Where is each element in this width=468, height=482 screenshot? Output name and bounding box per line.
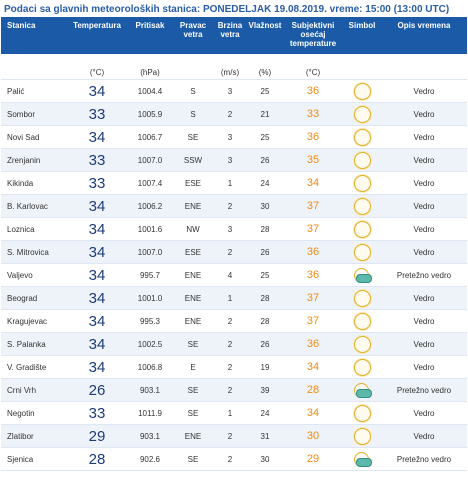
weather-description: Vedro [381, 310, 467, 333]
weather-description: Vedro [381, 425, 467, 448]
wind-direction-value: SE [173, 402, 213, 425]
humidity-value: 28 [247, 218, 283, 241]
weather-description: Pretežno vedro [381, 264, 467, 287]
weather-symbol [343, 241, 381, 264]
table-row [1, 172, 467, 195]
humidity-value: 19 [247, 356, 283, 379]
table-row [1, 149, 467, 172]
humidity-value: 25 [247, 126, 283, 149]
humidity-value: 30 [247, 448, 283, 471]
table-row [1, 80, 467, 103]
weather-symbol [343, 310, 381, 333]
table-row [1, 195, 467, 218]
wind-speed-value: 2 [213, 379, 247, 402]
temperature-value: 33 [67, 172, 127, 195]
pressure-value: 1001.6 [127, 218, 173, 241]
wind-direction-value: S [173, 80, 213, 103]
pressure-value: 1006.2 [127, 195, 173, 218]
feels-like-value: 34 [283, 402, 343, 425]
sun-cloud-icon [354, 383, 371, 398]
station-name: Novi Sad [1, 126, 67, 149]
col-header-stanica: Stanica [1, 17, 67, 54]
wind-speed-value: 2 [213, 425, 247, 448]
weather-symbol [343, 80, 381, 103]
unit-temperatura: (°C) [67, 54, 127, 80]
pressure-value: 903.1 [127, 425, 173, 448]
wind-speed-value: 2 [213, 356, 247, 379]
table-row [1, 126, 467, 149]
unit-subjektivni: (°C) [283, 54, 343, 80]
table-row [1, 264, 467, 287]
col-header-pritisak: Pritisak [127, 17, 173, 54]
col-header-pravac: Pravac vetra [173, 17, 213, 54]
unit-brzina: (m/s) [213, 54, 247, 80]
sun-icon [354, 428, 371, 445]
feels-like-value: 36 [283, 126, 343, 149]
humidity-value: 26 [247, 241, 283, 264]
weather-symbol [343, 402, 381, 425]
station-name: Loznica [1, 218, 67, 241]
unit-pritisak: (hPa) [127, 54, 173, 80]
pressure-value: 1011.9 [127, 402, 173, 425]
feels-like-value: 34 [283, 356, 343, 379]
weather-description: Vedro [381, 126, 467, 149]
wind-direction-value: ENE [173, 264, 213, 287]
humidity-value: 28 [247, 287, 283, 310]
table-row [1, 310, 467, 333]
feels-like-value: 34 [283, 172, 343, 195]
weather-table [1, 17, 467, 471]
temperature-value: 34 [67, 80, 127, 103]
col-header-simbol: Simbol [343, 17, 381, 54]
sun-cloud-icon [354, 452, 371, 467]
table-row [1, 448, 467, 471]
feels-like-value: 37 [283, 218, 343, 241]
weather-description: Vedro [381, 287, 467, 310]
table-row [1, 241, 467, 264]
wind-direction-value: SE [173, 379, 213, 402]
wind-speed-value: 2 [213, 448, 247, 471]
temperature-value: 34 [67, 218, 127, 241]
pressure-value: 1005.9 [127, 103, 173, 126]
weather-symbol [343, 126, 381, 149]
weather-symbol [343, 287, 381, 310]
temperature-value: 29 [67, 425, 127, 448]
weather-symbol [343, 425, 381, 448]
wind-direction-value: S [173, 103, 213, 126]
weather-symbol [343, 448, 381, 471]
humidity-value: 24 [247, 172, 283, 195]
humidity-value: 26 [247, 149, 283, 172]
feels-like-value: 37 [283, 195, 343, 218]
table-row [1, 425, 467, 448]
station-name: Zrenjanin [1, 149, 67, 172]
sun-icon [354, 359, 371, 376]
wind-speed-value: 1 [213, 287, 247, 310]
humidity-value: 31 [247, 425, 283, 448]
feels-like-value: 29 [283, 448, 343, 471]
pressure-value: 1007.0 [127, 241, 173, 264]
pressure-value: 1006.7 [127, 126, 173, 149]
humidity-value: 30 [247, 195, 283, 218]
feels-like-value: 36 [283, 333, 343, 356]
temperature-value: 34 [67, 333, 127, 356]
wind-speed-value: 4 [213, 264, 247, 287]
weather-description: Vedro [381, 218, 467, 241]
table-row [1, 402, 467, 425]
weather-symbol [343, 195, 381, 218]
feels-like-value: 30 [283, 425, 343, 448]
station-name: Valjevo [1, 264, 67, 287]
wind-speed-value: 3 [213, 218, 247, 241]
wind-direction-value: ESE [173, 172, 213, 195]
pressure-value: 1007.4 [127, 172, 173, 195]
pressure-value: 903.1 [127, 379, 173, 402]
table-row [1, 287, 467, 310]
table-body [1, 54, 467, 471]
weather-description: Vedro [381, 149, 467, 172]
wind-direction-value: SE [173, 126, 213, 149]
table-row [1, 379, 467, 402]
weather-description: Vedro [381, 333, 467, 356]
sun-icon [354, 313, 371, 330]
humidity-value: 25 [247, 80, 283, 103]
station-name: Palić [1, 80, 67, 103]
feels-like-value: 36 [283, 80, 343, 103]
wind-direction-value: ENE [173, 310, 213, 333]
wind-direction-value: E [173, 356, 213, 379]
wind-speed-value: 3 [213, 80, 247, 103]
wind-speed-value: 1 [213, 172, 247, 195]
temperature-value: 33 [67, 402, 127, 425]
sun-icon [354, 290, 371, 307]
weather-symbol [343, 172, 381, 195]
table-row [1, 333, 467, 356]
sun-icon [354, 175, 371, 192]
sun-icon [354, 83, 371, 100]
feels-like-value: 37 [283, 310, 343, 333]
feels-like-value: 35 [283, 149, 343, 172]
station-name: Kikinda [1, 172, 67, 195]
weather-description: Pretežno vedro [381, 379, 467, 402]
unit-empty [1, 54, 67, 80]
weather-description: Vedro [381, 241, 467, 264]
temperature-value: 34 [67, 287, 127, 310]
weather-symbol [343, 103, 381, 126]
wind-direction-value: ENE [173, 195, 213, 218]
sun-cloud-icon [354, 268, 371, 283]
temperature-value: 26 [67, 379, 127, 402]
table-header [1, 17, 467, 54]
wind-speed-value: 1 [213, 402, 247, 425]
sun-icon [354, 129, 371, 146]
wind-speed-value: 3 [213, 149, 247, 172]
weather-symbol [343, 264, 381, 287]
unit-vlaznost: (%) [247, 54, 283, 80]
weather-symbol [343, 218, 381, 241]
station-name: Kragujevac [1, 310, 67, 333]
pressure-value: 902.6 [127, 448, 173, 471]
station-name: Crni Vrh [1, 379, 67, 402]
sun-icon [354, 152, 371, 169]
humidity-value: 26 [247, 333, 283, 356]
wind-speed-value: 2 [213, 333, 247, 356]
temperature-value: 33 [67, 149, 127, 172]
humidity-value: 24 [247, 402, 283, 425]
sun-icon [354, 198, 371, 215]
wind-speed-value: 2 [213, 195, 247, 218]
wind-direction-value: NW [173, 218, 213, 241]
humidity-value: 28 [247, 310, 283, 333]
sun-icon [354, 336, 371, 353]
wind-direction-value: SE [173, 333, 213, 356]
wind-direction-value: ESE [173, 241, 213, 264]
weather-description: Vedro [381, 356, 467, 379]
weather-symbol [343, 356, 381, 379]
page-title: Podaci sa glavnih meteoroloških stanica: PONEDELJAK 19.08.2019. vreme: 15:00 (13:00 UTC) [4, 4, 450, 15]
feels-like-value: 36 [283, 241, 343, 264]
weather-description: Vedro [381, 195, 467, 218]
pressure-value: 995.7 [127, 264, 173, 287]
station-name: Negotin [1, 402, 67, 425]
temperature-value: 34 [67, 195, 127, 218]
wind-speed-value: 2 [213, 241, 247, 264]
weather-description: Vedro [381, 103, 467, 126]
col-header-vlaznost: Vlažnost [247, 17, 283, 54]
sun-icon [354, 405, 371, 422]
pressure-value: 1001.0 [127, 287, 173, 310]
feels-like-value: 36 [283, 264, 343, 287]
feels-like-value: 37 [283, 287, 343, 310]
weather-symbol [343, 333, 381, 356]
pressure-value: 995.3 [127, 310, 173, 333]
wind-speed-value: 2 [213, 310, 247, 333]
col-header-temperatura: Temperatura [67, 17, 127, 54]
humidity-value: 21 [247, 103, 283, 126]
table-row [1, 356, 467, 379]
weather-symbol [343, 149, 381, 172]
pressure-value: 1006.8 [127, 356, 173, 379]
station-name: Zlatibor [1, 425, 67, 448]
station-name: B. Karlovac [1, 195, 67, 218]
unit-empty [381, 54, 467, 80]
wind-speed-value: 2 [213, 103, 247, 126]
station-name: V. Gradište [1, 356, 67, 379]
pressure-value: 1004.4 [127, 80, 173, 103]
station-name: S. Mitrovica [1, 241, 67, 264]
feels-like-value: 33 [283, 103, 343, 126]
wind-direction-value: SE [173, 448, 213, 471]
units-row [1, 54, 467, 80]
wind-direction-value: ENE [173, 287, 213, 310]
sun-icon [354, 106, 371, 123]
col-header-brzina: Brzina vetra [213, 17, 247, 54]
sun-icon [354, 244, 371, 261]
table-row [1, 218, 467, 241]
pressure-value: 1002.5 [127, 333, 173, 356]
unit-empty [343, 54, 381, 80]
weather-description: Pretežno vedro [381, 448, 467, 471]
pressure-value: 1007.0 [127, 149, 173, 172]
station-name: Sjenica [1, 448, 67, 471]
station-name: Sombor [1, 103, 67, 126]
feels-like-value: 28 [283, 379, 343, 402]
weather-description: Vedro [381, 172, 467, 195]
temperature-value: 34 [67, 264, 127, 287]
table-row [1, 103, 467, 126]
weather-symbol [343, 379, 381, 402]
wind-direction-value: ENE [173, 425, 213, 448]
wind-speed-value: 3 [213, 126, 247, 149]
sun-icon [354, 221, 371, 238]
temperature-value: 33 [67, 103, 127, 126]
weather-description: Vedro [381, 402, 467, 425]
col-header-subjektivni: Subjektivni osećaj temperature [283, 17, 343, 54]
station-name: Beograd [1, 287, 67, 310]
temperature-value: 34 [67, 356, 127, 379]
temperature-value: 34 [67, 126, 127, 149]
temperature-value: 28 [67, 448, 127, 471]
col-header-opis: Opis vremena [381, 17, 467, 54]
temperature-value: 34 [67, 241, 127, 264]
humidity-value: 25 [247, 264, 283, 287]
humidity-value: 39 [247, 379, 283, 402]
wind-direction-value: SSW [173, 149, 213, 172]
temperature-value: 34 [67, 310, 127, 333]
weather-description: Vedro [381, 80, 467, 103]
station-name: S. Palanka [1, 333, 67, 356]
unit-empty [173, 54, 213, 80]
